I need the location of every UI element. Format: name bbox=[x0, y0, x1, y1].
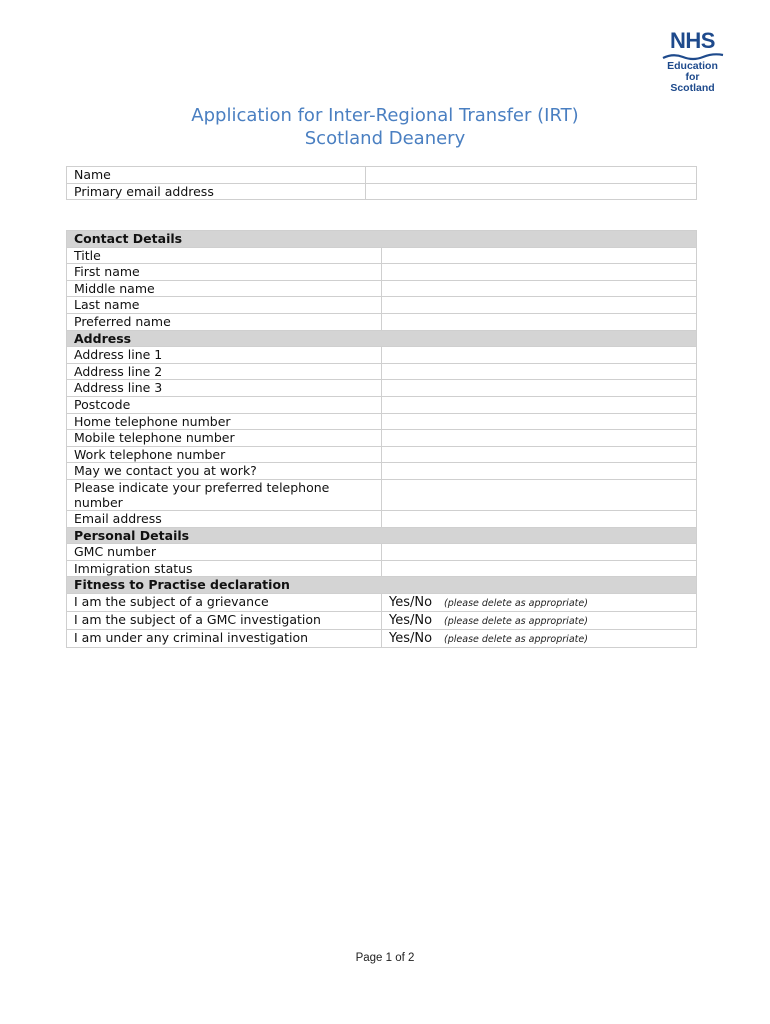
field-label: Title bbox=[67, 247, 382, 264]
table-row bbox=[67, 347, 697, 364]
page-number: Page 1 of 2 bbox=[355, 952, 415, 964]
address-line-3-field[interactable] bbox=[382, 380, 697, 397]
personal-details-header: Personal Details bbox=[67, 527, 697, 544]
last-name-field[interactable] bbox=[382, 297, 697, 314]
table-row bbox=[67, 264, 697, 281]
field-label: May we contact you at work? bbox=[67, 463, 382, 480]
email-address-field[interactable] bbox=[382, 510, 697, 527]
gmc-number-field[interactable] bbox=[382, 544, 697, 561]
table-row bbox=[67, 183, 697, 200]
grievance-answer-field[interactable] bbox=[382, 593, 697, 611]
name-field[interactable] bbox=[366, 167, 697, 184]
address-line-2-field[interactable] bbox=[382, 363, 697, 380]
application-form-table bbox=[66, 230, 697, 648]
field-label: Address line 1 bbox=[67, 347, 382, 364]
field-label: Middle name bbox=[67, 280, 382, 297]
section-header-row bbox=[67, 577, 697, 594]
field-label: First name bbox=[67, 264, 382, 281]
field-label: I am the subject of a GMC investigation bbox=[67, 611, 382, 629]
table-row bbox=[67, 280, 697, 297]
table-row bbox=[67, 544, 697, 561]
work-telephone-field[interactable] bbox=[382, 446, 697, 463]
contact-details-header: Contact Details bbox=[67, 231, 697, 248]
field-label: GMC number bbox=[67, 544, 382, 561]
table-row bbox=[67, 479, 697, 510]
table-row bbox=[67, 380, 697, 397]
delete-note: (please delete as appropriate) bbox=[444, 615, 588, 627]
delete-note: (please delete as appropriate) bbox=[444, 633, 588, 645]
section-header-row bbox=[67, 231, 697, 248]
address-line-1-field[interactable] bbox=[382, 347, 697, 364]
delete-note: (please delete as appropriate) bbox=[444, 597, 588, 609]
field-label: Email address bbox=[67, 510, 382, 527]
logo-brand: NHS bbox=[670, 28, 715, 53]
gmc-investigation-answer-field[interactable] bbox=[382, 611, 697, 629]
title-line-2: Scotland Deanery bbox=[304, 128, 466, 149]
logo-line-2: for bbox=[685, 71, 700, 83]
logo-line-3: Scotland bbox=[670, 82, 715, 94]
logo-line-1: Education bbox=[667, 60, 718, 72]
table-row bbox=[67, 247, 697, 264]
field-label: Last name bbox=[67, 297, 382, 314]
table-row bbox=[67, 363, 697, 380]
primary-email-field[interactable] bbox=[366, 183, 697, 200]
field-label: Primary email address bbox=[67, 183, 366, 200]
field-label: Work telephone number bbox=[67, 446, 382, 463]
table-row bbox=[67, 611, 697, 629]
mobile-telephone-field[interactable] bbox=[382, 430, 697, 447]
field-label: Immigration status bbox=[67, 560, 382, 577]
first-name-field[interactable] bbox=[382, 264, 697, 281]
section-header-row bbox=[67, 527, 697, 544]
section-header-row bbox=[67, 330, 697, 347]
yes-no-answer: Yes/No bbox=[389, 594, 433, 610]
table-row bbox=[67, 297, 697, 314]
middle-name-field[interactable] bbox=[382, 280, 697, 297]
field-label: Address line 2 bbox=[67, 363, 382, 380]
field-label: I am under any criminal investigation bbox=[67, 629, 382, 647]
nhs-education-for-scotland-logo bbox=[655, 30, 730, 100]
table-row bbox=[67, 560, 697, 577]
address-header: Address bbox=[67, 330, 697, 347]
table-row bbox=[67, 510, 697, 527]
home-telephone-field[interactable] bbox=[382, 413, 697, 430]
yes-no-answer: Yes/No bbox=[389, 630, 433, 646]
table-row bbox=[67, 629, 697, 647]
contact-at-work-field[interactable] bbox=[382, 463, 697, 480]
yes-no-answer: Yes/No bbox=[389, 612, 433, 628]
field-label: Mobile telephone number bbox=[67, 430, 382, 447]
table-row bbox=[67, 593, 697, 611]
field-label: Preferred name bbox=[67, 313, 382, 330]
title-line-1: Application for Inter-Regional Transfer (IRT) bbox=[191, 105, 579, 126]
table-row bbox=[67, 446, 697, 463]
table-row bbox=[67, 413, 697, 430]
page-title bbox=[0, 104, 770, 150]
criminal-investigation-answer-field[interactable] bbox=[382, 629, 697, 647]
table-row bbox=[67, 430, 697, 447]
identity-table bbox=[66, 166, 697, 200]
table-row bbox=[67, 463, 697, 480]
immigration-status-field[interactable] bbox=[382, 560, 697, 577]
field-label: Home telephone number bbox=[67, 413, 382, 430]
field-label: Please indicate your preferred telephone number bbox=[67, 479, 382, 510]
postcode-field[interactable] bbox=[382, 396, 697, 413]
title-field[interactable] bbox=[382, 247, 697, 264]
field-label: Name bbox=[67, 167, 366, 184]
table-row bbox=[67, 167, 697, 184]
field-label: I am the subject of a grievance bbox=[67, 593, 382, 611]
preferred-telephone-field[interactable] bbox=[382, 479, 697, 510]
table-row bbox=[67, 313, 697, 330]
field-label: Address line 3 bbox=[67, 380, 382, 397]
fitness-to-practise-header: Fitness to Practise declaration bbox=[67, 577, 697, 594]
field-label: Postcode bbox=[67, 396, 382, 413]
table-row bbox=[67, 396, 697, 413]
preferred-name-field[interactable] bbox=[382, 313, 697, 330]
